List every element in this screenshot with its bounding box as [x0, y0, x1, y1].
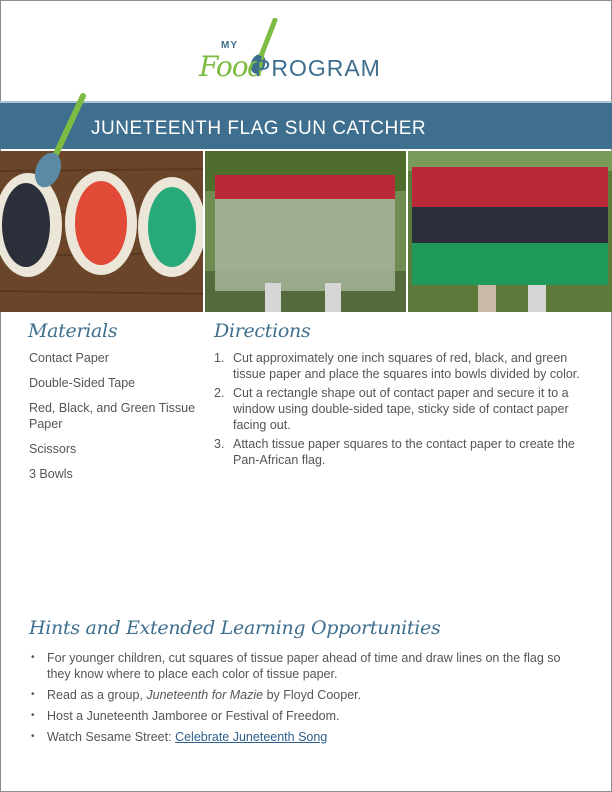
materials-list [29, 350, 199, 491]
logo-food: Food [199, 50, 265, 83]
direction-step [214, 350, 594, 382]
bullet-icon: • [31, 710, 35, 721]
materials-item: Contact Paper [29, 351, 109, 365]
hint-item [29, 708, 574, 724]
hint-item [29, 687, 574, 703]
logo-program: PROGRAM [255, 55, 381, 81]
hints-heading: Hints and Extended Learning Opportunities [29, 617, 441, 639]
hints-list [29, 650, 574, 750]
decorative-spoon-icon [28, 92, 88, 192]
page-title: JUNETEENTH FLAG SUN CATCHER [91, 118, 427, 139]
hint-text-post: by Floyd Cooper. [263, 688, 362, 702]
materials-item: Red, Black, and Green Tissue Paper [29, 401, 196, 431]
step-text: Cut approximately one inch squares of red, black, and green tissue paper and place the squares into bowls divided by color. [233, 351, 580, 381]
book-title: Juneteenth for Mazie [146, 688, 264, 702]
hint-text: Host a Juneteenth Jamboree or Festival of Freedom. [47, 709, 340, 723]
materials-item: 3 Bowls [29, 467, 73, 481]
hint-text-pre: Watch Sesame Street: [47, 730, 176, 744]
step-text: Attach tissue paper squares to the contact paper to create the Pan-African flag. [233, 437, 575, 467]
bullet-icon: • [31, 731, 35, 742]
materials-item: Scissors [29, 442, 77, 456]
hint-text-pre: Read as a group, [47, 688, 147, 702]
step-number: 1. [214, 351, 225, 365]
step-number: 2. [214, 386, 225, 400]
directions-list [214, 350, 594, 471]
bullet-icon: • [31, 689, 35, 700]
title-banner [0, 101, 612, 149]
hint-item [29, 729, 574, 745]
direction-step [214, 385, 594, 433]
step-text: Cut a rectangle shape out of contact paper and secure it to a window using double-sided tape, sticky side of contact paper facing out. [233, 386, 569, 432]
partial-sun-catcher-photo [205, 151, 406, 312]
step-number: 3. [214, 437, 225, 451]
celebrate-juneteenth-song-link[interactable]: Celebrate Juneteenth Song [175, 730, 328, 744]
finished-sun-catcher-photo [408, 151, 612, 312]
hint-text: For younger children, cut squares of tissue paper ahead of time and draw lines on the flag so they know where to place each color of tissue paper. [47, 651, 561, 681]
materials-item: Double-Sided Tape [29, 376, 136, 390]
my-food-program-logo [197, 20, 419, 84]
logo-my: MY [221, 40, 238, 51]
bullet-icon: • [31, 652, 35, 663]
directions-heading: Directions [214, 320, 311, 342]
direction-step [214, 436, 594, 468]
hint-item [29, 650, 574, 682]
materials-heading: Materials [28, 320, 118, 342]
